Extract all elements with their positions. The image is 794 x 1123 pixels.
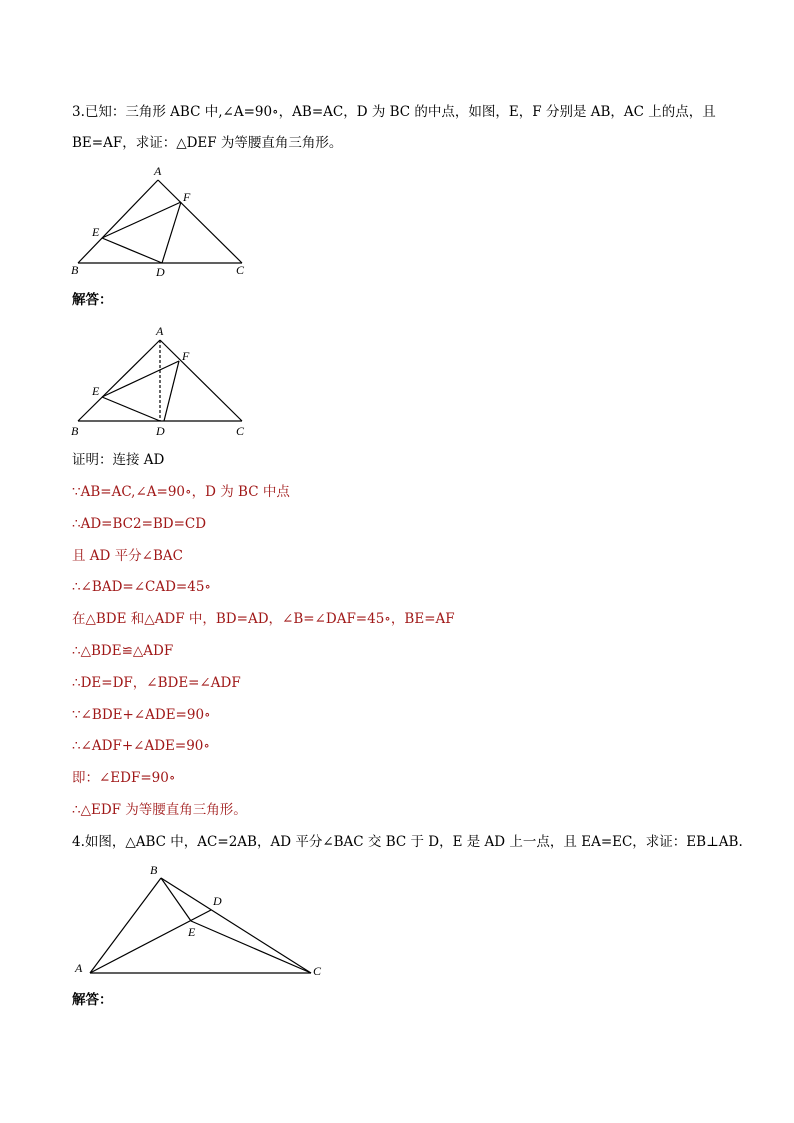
- fig2-label-a: A: [156, 324, 164, 338]
- proof-line-3: ∴AD=BC2=BD=CD: [72, 516, 207, 532]
- fig3-label-a: A: [75, 961, 83, 975]
- q3-answer-label: 解答：: [72, 292, 113, 308]
- fig1-label-b: B: [71, 263, 79, 277]
- fig2-label-b: B: [71, 424, 79, 438]
- proof-line-4: 且 AD 平分∠BAC: [72, 548, 183, 564]
- fig2-label-c: C: [236, 424, 245, 438]
- fig2-label-d: D: [156, 424, 165, 438]
- proof-line-1: 证明：连接 AD: [72, 452, 165, 468]
- fig1-label-d: D: [156, 265, 165, 279]
- q3-statement-line2: BE=AF，求证：△DEF 为等腰直角三角形。: [72, 135, 343, 151]
- proof-line-12: ∴△EDF 为等腰直角三角形。: [72, 802, 247, 818]
- fig3-label-c: C: [313, 964, 322, 978]
- proof-line-8: ∴DE=DF，∠BDE=∠ADF: [72, 675, 241, 691]
- fig1-label-c: C: [236, 263, 245, 277]
- fig2-label-e: E: [92, 384, 100, 398]
- figure-triangle-abc-1: [66, 160, 266, 289]
- proof-line-9: ∵∠BDE+∠ADE=90∘: [72, 707, 211, 723]
- proof-line-11: 即：∠EDF=90∘: [72, 770, 176, 786]
- proof-line-10: ∴∠ADF+∠ADE=90∘: [72, 738, 210, 754]
- proof-line-7: ∴△BDE≌△ADF: [72, 643, 174, 659]
- proof-line-5: ∴∠BAD=∠CAD=45∘: [72, 579, 212, 595]
- proof-line-2: ∵AB=AC,∠A=90∘，D 为 BC 中点: [72, 484, 290, 500]
- fig2-label-f: F: [182, 349, 190, 363]
- figure-triangle-abc-2: [66, 320, 266, 449]
- fig3-label-b: B: [150, 863, 158, 877]
- q4-statement: 4.如图，△ABC 中，AC=2AB，AD 平分∠BAC 交 BC 于 D，E 是 AD 上一点，且 EA=EC，求证：EB⊥AB.: [72, 834, 743, 850]
- proof-line-6: 在△BDE 和△ADF 中，BD=AD，∠B=∠DAF=45∘，BE=AF: [72, 611, 455, 627]
- figure-triangle-abc-3: [70, 858, 340, 990]
- fig3-label-d: D: [213, 894, 222, 908]
- fig1-label-e: E: [92, 225, 100, 239]
- fig1-label-f: F: [183, 190, 191, 204]
- fig3-label-e: E: [188, 925, 196, 939]
- fig1-label-a: A: [154, 164, 162, 178]
- q4-answer-label: 解答：: [72, 992, 113, 1008]
- q3-statement-line1: 3.已知：三角形 ABC 中,∠A=90∘，AB=AC，D 为 BC 的中点，如图，E，F 分别是 AB，AC 上的点，且: [72, 104, 716, 120]
